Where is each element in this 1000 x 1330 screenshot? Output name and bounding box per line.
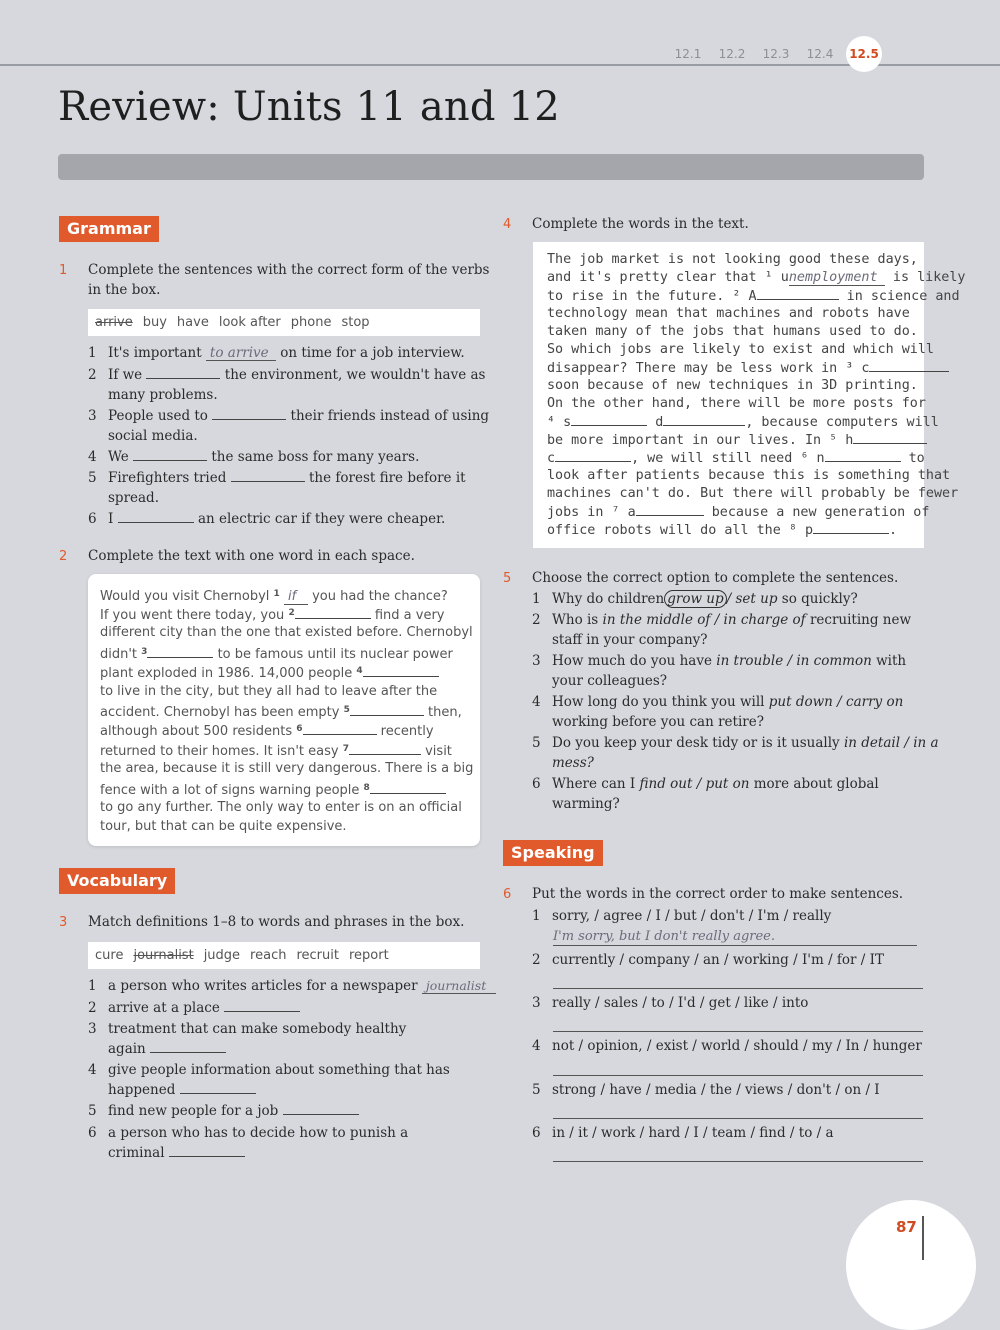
text-line: If you went there today, you $^2$ find a very bbox=[100, 608, 445, 623]
word-option: reach bbox=[250, 948, 287, 963]
q2-text-box bbox=[88, 574, 480, 846]
option-b[interactable]: set up bbox=[735, 591, 778, 607]
text-line: plant exploded in 1986. 14,000 people $^4$ bbox=[100, 662, 439, 683]
text-line: machines can't do. But there will probably be fewer bbox=[547, 486, 959, 501]
text-line: the area, because it is still very dangerous. There is a big bbox=[100, 761, 474, 776]
text-line: jobs in ⁷ a because a new generation of bbox=[547, 505, 930, 520]
answer-field[interactable] bbox=[553, 1117, 923, 1119]
answer-field[interactable]: nemployment bbox=[789, 271, 885, 286]
option-b[interactable]: in charge of bbox=[723, 612, 806, 628]
text-line: to live in the city, but they all had to leave after the bbox=[100, 684, 438, 699]
option-a[interactable]: in trouble bbox=[716, 653, 784, 669]
option-a[interactable]: in the middle of bbox=[602, 612, 711, 628]
q4-instruction: Complete the words in the text. bbox=[532, 216, 749, 232]
q5-instruction: Choose the correct option to complete the sentences. bbox=[532, 570, 899, 586]
answer-field[interactable] bbox=[853, 431, 927, 444]
q6-item: 3 really / sales / to / I'd / get / like / into bbox=[532, 995, 809, 1011]
q6-item: 4 not / opinion, / exist / world / should / my / In / hunger bbox=[532, 1038, 922, 1054]
text-line: disappear? There may be less work in ³ c bbox=[547, 359, 949, 378]
tab-12-4[interactable]: 12.4 bbox=[806, 47, 834, 61]
option-a[interactable]: in detail bbox=[843, 735, 901, 751]
q6-item: 6 in / it / work / hard / I / team / find / to / a bbox=[532, 1125, 834, 1141]
word-option: stop bbox=[341, 315, 370, 330]
option-b[interactable]: put on bbox=[705, 776, 750, 792]
text-line: So which jobs are likely to exist and which will bbox=[547, 342, 934, 357]
answer-field[interactable] bbox=[180, 1081, 256, 1094]
answer-field[interactable] bbox=[150, 1040, 226, 1053]
q3-item: 1 a person who writes articles for a newspaper journalist bbox=[88, 977, 498, 997]
text-line: taken many of the jobs that humans used to do. bbox=[547, 324, 918, 339]
q1-instruction: Complete the sentences with the correct form of the verbs in the box. bbox=[88, 262, 490, 298]
text-line: fence with a lot of signs warning people $^8$ bbox=[100, 779, 446, 800]
option-a[interactable]: put down bbox=[768, 694, 833, 710]
answer-field[interactable] bbox=[283, 1102, 359, 1115]
unit-tabs bbox=[666, 44, 882, 72]
answer-field[interactable] bbox=[757, 287, 839, 300]
word-used: journalist bbox=[133, 948, 194, 963]
text-line: be more important in our lives. In ⁵ h bbox=[547, 431, 927, 450]
tab-12-5-active[interactable]: 12.5 bbox=[846, 36, 882, 72]
text-line: tour, but that can be quite expensive. bbox=[100, 819, 347, 834]
word-option: look after bbox=[218, 315, 281, 330]
question-number: 5 bbox=[503, 571, 512, 586]
answer-field[interactable] bbox=[555, 449, 631, 462]
answer-field[interactable] bbox=[553, 1074, 923, 1076]
q2-instruction: Complete the text with one word in each space. bbox=[88, 548, 415, 564]
text-line: to rise in the future. ² A in science and bbox=[547, 289, 960, 304]
answer-field[interactable] bbox=[553, 1030, 923, 1032]
answer-field[interactable]: if bbox=[284, 590, 308, 605]
answer-field[interactable] bbox=[231, 469, 305, 482]
tab-12-1[interactable]: 12.1 bbox=[674, 47, 702, 61]
text-line: Would you visit Chernobyl $^1$ if you had the chance? bbox=[100, 589, 448, 604]
q6-instruction: Put the words in the correct order to make sentences. bbox=[532, 886, 904, 902]
text-line: didn't $^3$ to be famous until its nuclear power bbox=[100, 647, 453, 662]
q3-item: 5 find new people for a job bbox=[88, 1102, 488, 1122]
q1-item: 6 I an electric car if they were cheaper. bbox=[88, 511, 446, 527]
q1-word-box bbox=[88, 309, 480, 336]
question-number: 6 bbox=[503, 887, 512, 902]
answer-field[interactable] bbox=[303, 722, 377, 735]
answer-field[interactable]: journalist bbox=[422, 979, 496, 994]
option-b[interactable]: carry on bbox=[846, 694, 904, 710]
option-b[interactable]: in a bbox=[913, 735, 939, 751]
q1-item: 4 We the same boss for many years. bbox=[88, 449, 420, 465]
answer-field[interactable] bbox=[224, 999, 300, 1012]
text-line: and it's pretty clear that ¹ unemployment is likely bbox=[547, 270, 966, 285]
q5-item: 6 Where can I find out / put on more about global warming? bbox=[532, 776, 879, 812]
question-number: 4 bbox=[503, 217, 512, 232]
answer-field[interactable] bbox=[825, 449, 901, 462]
q5-item: 3 How much do you have in trouble / in common with your colleagues? bbox=[532, 653, 907, 689]
answer-field[interactable] bbox=[118, 510, 194, 523]
answer-field[interactable] bbox=[813, 521, 889, 534]
answer-field[interactable] bbox=[350, 703, 424, 716]
answer-field[interactable] bbox=[212, 407, 286, 420]
word-used: arrive bbox=[95, 315, 133, 330]
option-b[interactable]: in common bbox=[796, 653, 872, 669]
text-line: The job market is not looking good these days, bbox=[547, 252, 918, 267]
answer-field[interactable] bbox=[146, 366, 220, 379]
q6-item: 2 currently / company / an / working / I'm / for / IT bbox=[532, 952, 884, 968]
q6-item: 1 sorry, / agree / I / but / don't / I'm / really bbox=[532, 908, 832, 924]
page-title: Review: Units 11 and 12 bbox=[58, 84, 560, 130]
word-option: judge bbox=[203, 948, 241, 963]
question-number: 2 bbox=[59, 549, 68, 564]
answer-field[interactable] bbox=[370, 781, 446, 794]
answer-field[interactable] bbox=[571, 413, 647, 426]
text-line: ⁴ s d , because computers will bbox=[547, 415, 939, 430]
answer-field[interactable] bbox=[295, 606, 371, 619]
q5-item: 2 Who is in the middle of / in charge of recruiting new staff in your company? bbox=[532, 612, 912, 648]
answer-field[interactable] bbox=[363, 664, 439, 677]
answer-field[interactable]: I'm sorry, but I don't really agree. bbox=[553, 929, 917, 946]
text-line: to go any further. The only way to enter is on an official bbox=[100, 800, 462, 815]
q3-item: 3 treatment that can make somebody healthy again bbox=[88, 1021, 407, 1057]
answer-field[interactable]: to arrive bbox=[206, 346, 276, 361]
word-option: report bbox=[348, 948, 389, 963]
option-a-selected[interactable]: grow up bbox=[664, 590, 726, 608]
word-option: buy bbox=[142, 315, 167, 330]
page-number: 87 bbox=[896, 1218, 917, 1236]
q3-item: 2 arrive at a place bbox=[88, 999, 488, 1019]
q3-item: 4 give people information about something that has happened bbox=[88, 1062, 450, 1098]
question-number: 1 bbox=[59, 263, 68, 278]
text-line: office robots will do all the ⁸ p . bbox=[547, 523, 898, 538]
question-number: 3 bbox=[59, 915, 68, 930]
q1-item: 1 It's important to arrive on time for a job interview. bbox=[88, 345, 465, 361]
q5-item: 4 How long do you think you will put down / carry on working before you can retire? bbox=[532, 694, 904, 730]
q6-item: 5 strong / have / media / the / views / don't / on / I bbox=[532, 1082, 880, 1098]
answer-field[interactable] bbox=[349, 742, 421, 755]
text-line: soon because of new techniques in 3D printing. bbox=[547, 378, 918, 393]
q3-word-box bbox=[88, 942, 480, 969]
q1-item: 3 People used to their friends instead of using social media. bbox=[88, 408, 490, 444]
q1-item: 2 If we the environment, we wouldn't have as many problems. bbox=[88, 367, 486, 403]
speaking-heading: Speaking bbox=[503, 840, 603, 866]
text-line: c , we will still need ⁶ n to bbox=[547, 451, 925, 466]
q5-item: 5 Do you keep your desk tidy or is it usually in detail / in a mess? bbox=[532, 735, 939, 771]
q4-text-box bbox=[533, 242, 966, 548]
tab-12-3[interactable]: 12.3 bbox=[762, 47, 790, 61]
word-option: recruit bbox=[296, 948, 339, 963]
page-number-rule bbox=[922, 1216, 924, 1260]
answer-field[interactable] bbox=[147, 645, 213, 658]
word-option: have bbox=[176, 315, 209, 330]
text-line: technology mean that machines and robots have bbox=[547, 306, 910, 321]
text-line: look after patients because this is something that bbox=[547, 468, 951, 483]
answer-field[interactable] bbox=[169, 1144, 245, 1157]
answer-field[interactable] bbox=[663, 413, 745, 426]
grammar-heading: Grammar bbox=[59, 216, 159, 242]
tab-12-2[interactable]: 12.2 bbox=[718, 47, 746, 61]
q3-item: 6 a person who has to decide how to punish a criminal bbox=[88, 1125, 409, 1161]
vocabulary-heading: Vocabulary bbox=[59, 868, 175, 894]
answer-field[interactable] bbox=[553, 987, 923, 989]
text-line: although about 500 residents $^6$ recently bbox=[100, 724, 434, 739]
text-line: returned to their homes. It isn't easy $^7$ visit bbox=[100, 744, 452, 759]
answer-field[interactable] bbox=[636, 503, 704, 516]
q1-item: 5 Firefighters tried the forest fire before it spread. bbox=[88, 470, 466, 506]
q3-instruction: Match definitions 1–8 to words and phrases in the box. bbox=[88, 914, 465, 930]
word-option: cure bbox=[95, 948, 124, 963]
answer-field[interactable] bbox=[133, 448, 207, 461]
answer-field[interactable] bbox=[869, 359, 949, 372]
text-line: On the other hand, there will be more posts for bbox=[547, 396, 926, 411]
option-a[interactable]: find out bbox=[639, 776, 693, 792]
text-line: accident. Chernobyl has been empty $^5$ then, bbox=[100, 705, 462, 720]
q5-item: 1 Why do children grow up / set up so quickly? bbox=[532, 591, 858, 607]
text-line: different city than the one that existed before. Chernobyl bbox=[100, 625, 473, 640]
word-option: phone bbox=[290, 315, 332, 330]
answer-field[interactable] bbox=[553, 1160, 923, 1162]
title-bar-decoration bbox=[58, 154, 924, 180]
